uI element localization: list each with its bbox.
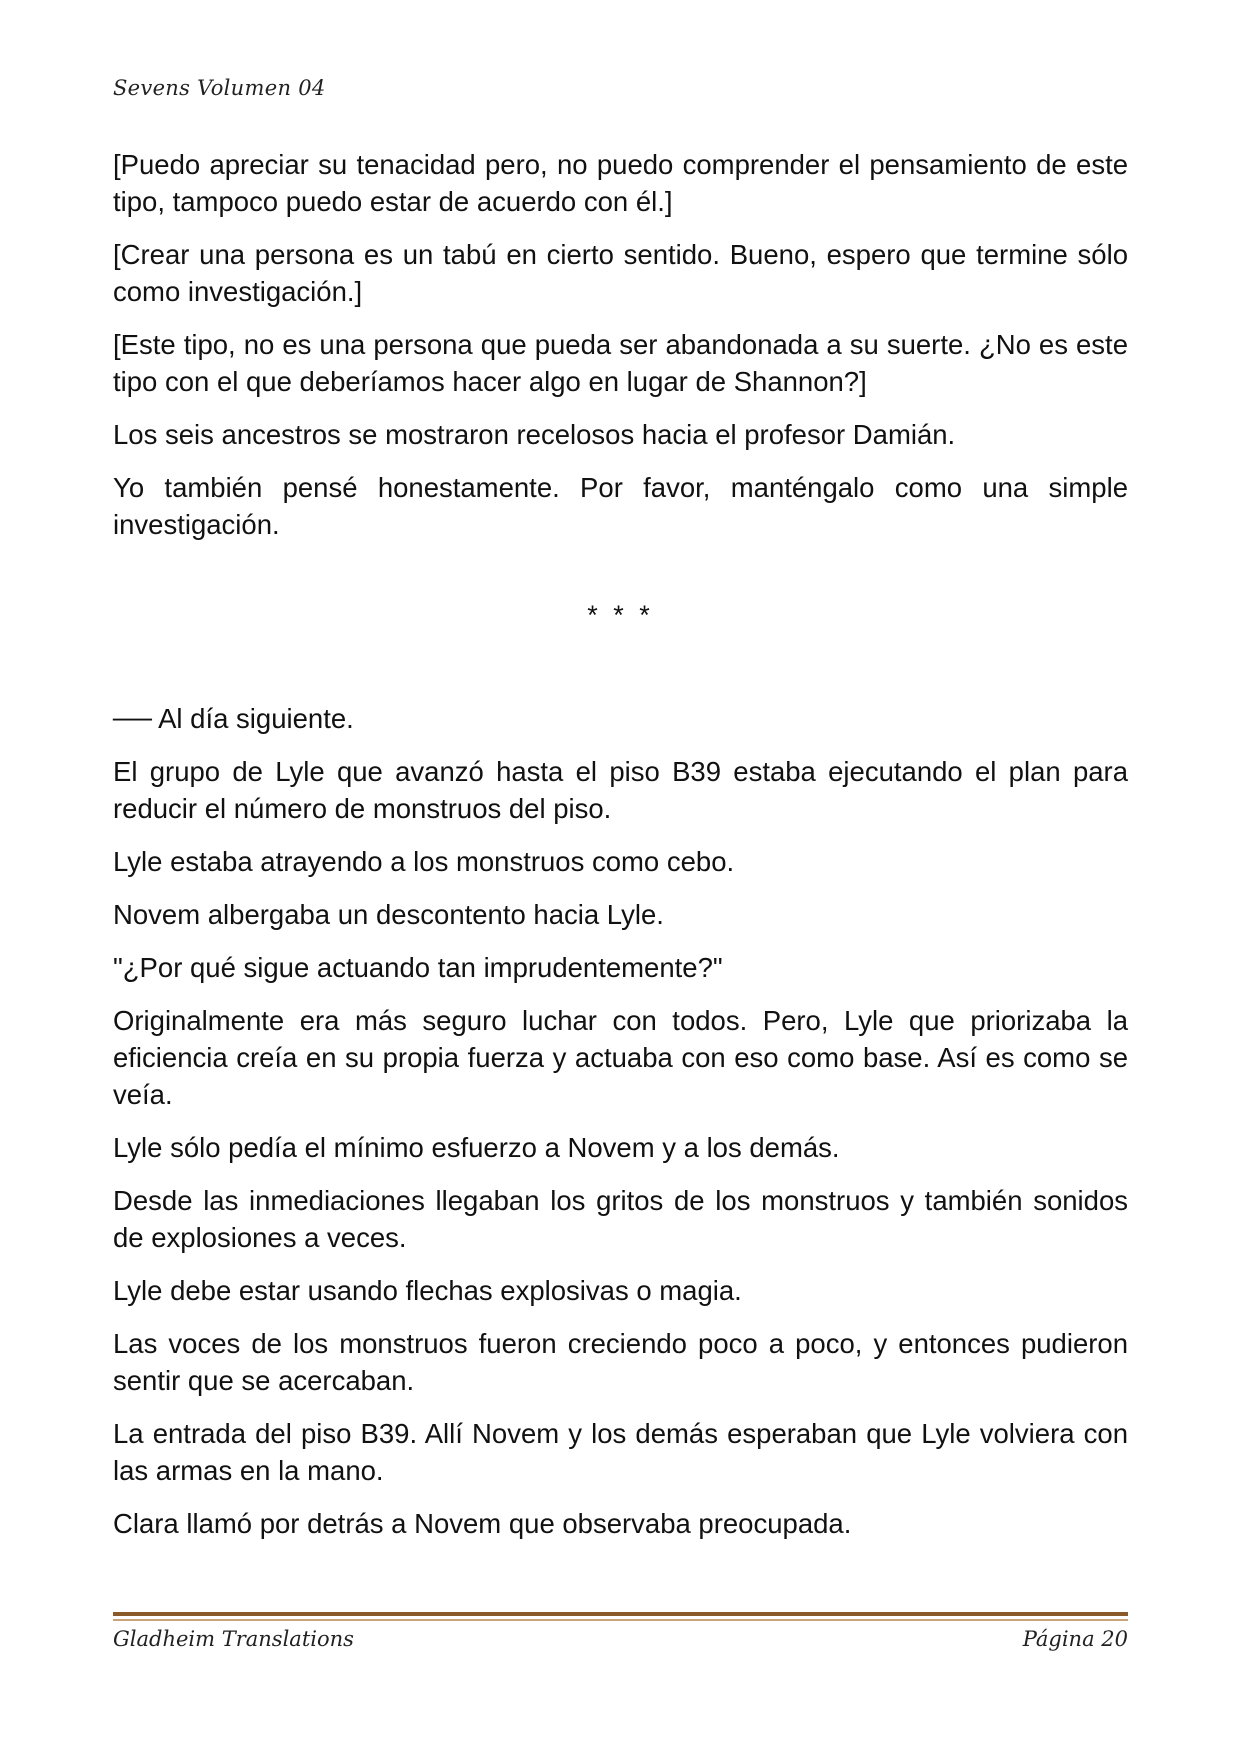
paragraph: Lyle sólo pedía el mínimo esfuerzo a Novem y a los demás. (113, 1132, 840, 1163)
footer-divider-thin (113, 1619, 1128, 1621)
paragraph: La entrada del piso B39. Allí Novem y los demás esperaban que Lyle volviera con las armas en la mano. (113, 1418, 1128, 1486)
paragraph: Clara llamó por detrás a Novem que observaba preocupada. (113, 1508, 852, 1539)
paragraph: Las voces de los monstruos fueron creciendo poco a poco, y entonces pudieron sentir que se acercaban. (113, 1328, 1128, 1396)
paragraph: Los seis ancestros se mostraron recelosos hacia el profesor Damián. (113, 419, 956, 450)
body-text (113, 146, 1128, 1558)
paragraph: El grupo de Lyle que avanzó hasta el piso B39 estaba ejecutando el plan para reducir el número de monstruos del piso. (113, 756, 1128, 824)
paragraph: "¿Por qué sigue actuando tan imprudentemente?" (113, 952, 723, 983)
paragraph: [Puedo apreciar su tenacidad pero, no puedo comprender el pensamiento de este tipo, tampoco puedo estar de acuerdo con él.] (113, 149, 1128, 217)
paragraph: [Crear una persona es un tabú en cierto sentido. Bueno, espero que termine sólo como investigación.] (113, 239, 1128, 307)
paragraph: Novem albergaba un descontento hacia Lyle. (113, 899, 664, 930)
paragraph: Lyle debe estar usando flechas explosivas o magia. (113, 1275, 742, 1306)
paragraph: Originalmente era más seguro luchar con todos. Pero, Lyle que priorizaba la eficiencia creía en su propia fuerza y actuaba con eso como base. Así es como se veía. (113, 1005, 1128, 1110)
paragraph: Lyle estaba atrayendo a los monstruos como cebo. (113, 846, 735, 877)
footer-divider (113, 1612, 1128, 1616)
paragraph: [Este tipo, no es una persona que pueda ser abandonada a su suerte. ¿No es este tipo con el que deberíamos hacer algo en lugar de Shannon?] (113, 329, 1128, 397)
footer-page-number: Página 20 (1022, 1627, 1128, 1651)
paragraph: Desde las inmediaciones llegaban los gritos de los monstruos y también sonidos de explosiones a veces. (113, 1185, 1128, 1253)
paragraph: ── Al día siguiente. (113, 703, 354, 734)
paragraph: Yo también pensé honestamente. Por favor, manténgalo como una simple investigación. (113, 472, 1128, 540)
footer-publisher: Gladheim Translations (113, 1627, 354, 1651)
scene-break-separator: * * * (587, 600, 654, 630)
running-header-title: Sevens Volumen 04 (113, 76, 326, 100)
